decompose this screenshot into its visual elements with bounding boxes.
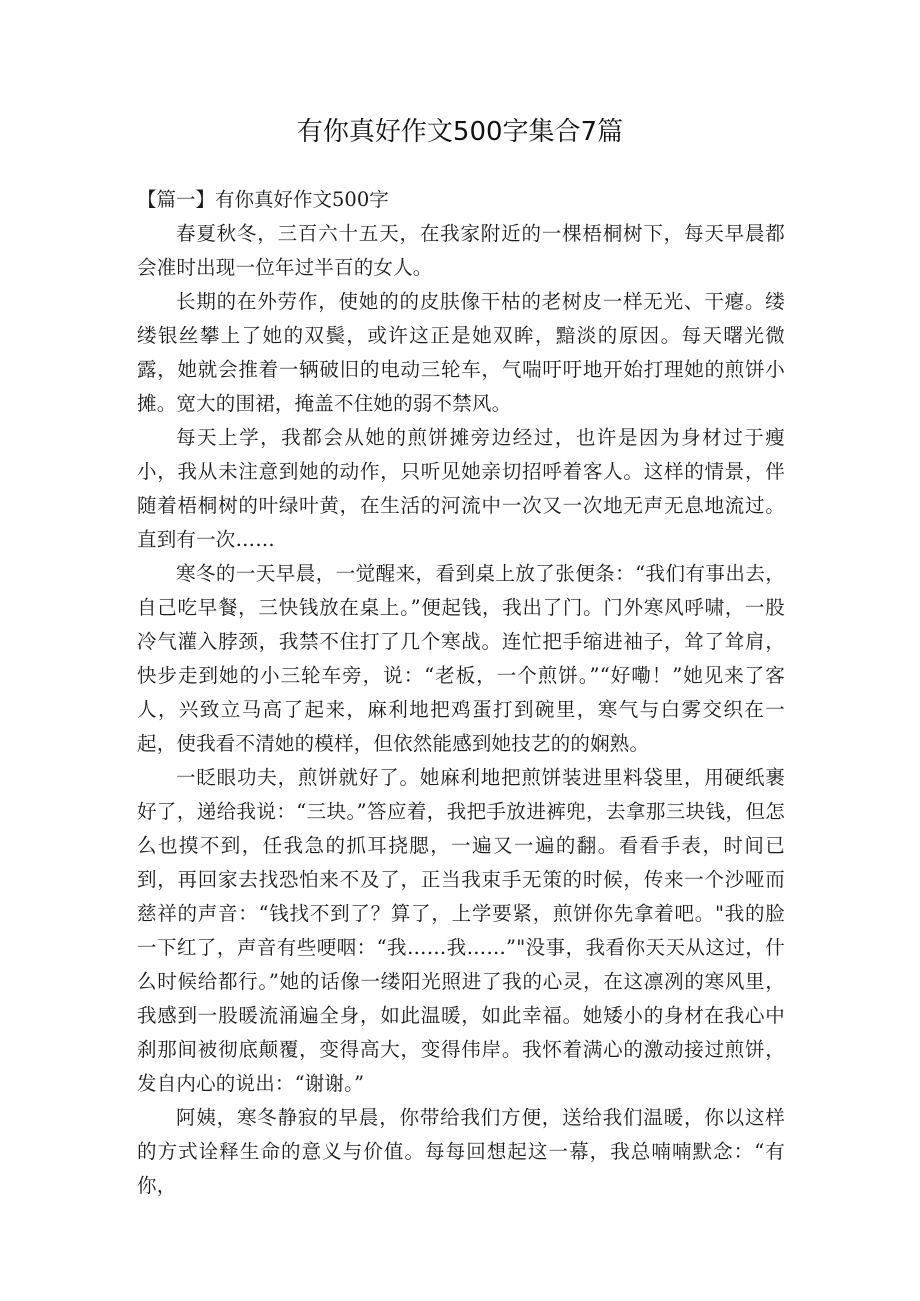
document-title: 有你真好作文500字集合7篇 xyxy=(296,117,624,147)
paragraph-1: 春夏秋冬，三百六十五天，在我家附近的一棵梧桐树下，每天早晨都会准时出现一位年过半百的女人。 xyxy=(137,222,785,279)
paragraph-4: 寒冬的一天早晨，一觉醒来，看到桌上放了张便条：“我们有事出去，自己吃早餐，三快钱放在桌上。”便起钱，我出了门。门外寒风呼啸，一股冷气灌入脖颈，我禁不住打了几个寒战。连忙把手缩进袖子，耸了耸肩，快步走到她的小三轮车旁，说：“老板，一个煎饼。”“好嘞！”她见来了客人，兴致立马高了起来，麻利地把鸡蛋打到碗里，寒气与白雾交织在一起，使我看不清她的模样，但依然能感到她技艺的的娴熟。 xyxy=(137,562,785,755)
paragraph-6: 阿姨，寒冬静寂的早晨，你带给我们方便，送给我们温暖，你以这样的方式诠释生命的意义与价值。每每回想起这一幕，我总喃喃默念：“有你， xyxy=(137,1106,785,1197)
paragraph-5: 一眨眼功夫，煎饼就好了。她麻利地把煎饼装进里料袋里，用硬纸裹好了，递给我说：“三块。”答应着，我把手放进裤兜，去拿那三块钱，但怎么也摸不到，任我急的抓耳挠腮，一遍又一遍的翻。看看手表，时间已到，再回家去找恐怕来不及了，正当我束手无策的时候，传来一个沙哑而慈祥的声音：“钱找不到了？算了，上学要紧，煎饼你先拿着吧。"我的脸一下红了，声音有些哽咽：“我……我……”"没事，我看你天天从这过，什么时候给都行。”她的话像一缕阳光照进了我的心灵，在这凛冽的寒风里，我感到一股暖流涌遍全身，如此温暖，如此幸福。她矮小的身材在我心中刹那间被彻底颠覆，变得高大，变得伟岸。我怀着满心的激动接过煎饼，发自内心的说出：“谢谢。” xyxy=(137,766,785,1095)
paragraph-2: 长期的在外劳作，使她的的皮肤像干枯的老树皮一样无光、干瘪。缕缕银丝攀上了她的双鬓，或许这正是她双眸，黯淡的原因。每天曙光微露，她就会推着一辆破旧的电动三轮车，气喘吁吁地开始打理她的煎饼小摊。宽大的围裙，掩盖不住她的弱不禁风。 xyxy=(137,290,785,415)
section-heading: 【篇一】有你真好作文500字 xyxy=(137,188,389,211)
document-body xyxy=(137,183,785,1203)
paragraph-3: 每天上学，我都会从她的煎饼摊旁边经过，也许是因为身材过于瘦小，我从未注意到她的动作，只听见她亲切招呼着客人。这样的情景，伴随着梧桐树的叶绿叶黄，在生活的河流中一次又一次地无声无息地流过。直到有一次…… xyxy=(137,426,785,551)
